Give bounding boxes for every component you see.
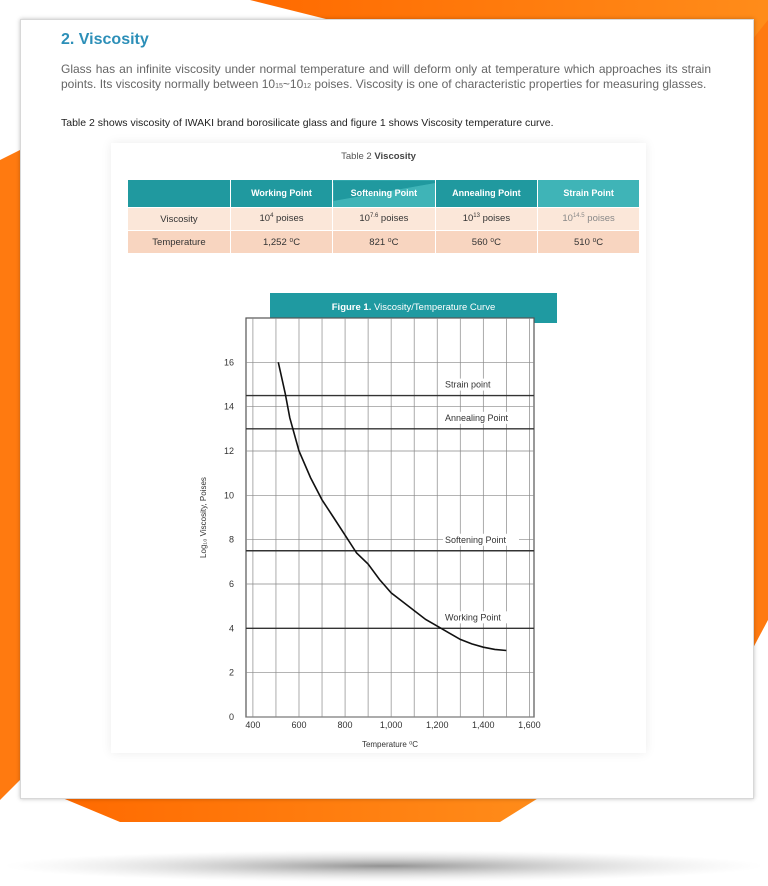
intro-sub-1: 15 <box>275 83 283 90</box>
intro-text-2: ~10 <box>282 77 304 91</box>
table-cell: $10^{14.5}$ poises <box>538 208 640 231</box>
table-header-working: Working Point <box>230 180 332 208</box>
y-tick-label: 12 <box>223 446 234 456</box>
table-cell: $10^{13}$ poises <box>435 208 538 231</box>
reference-label: Working Point <box>445 612 501 623</box>
table-cell: 821 ⁰C <box>333 231 435 254</box>
table-caption-prefix: Table 2 <box>341 151 375 162</box>
section-title: 2. Viscosity <box>61 31 149 48</box>
x-tick-label: 600 <box>291 720 307 730</box>
intro-text-1: Glass has an infinite viscosity under normal temperature and will deform only at temperature which approaches its strain points. Its viscosity normally between 10 <box>61 62 711 91</box>
x-tick-label: 1,000 <box>379 720 403 730</box>
y-tick-label: 6 <box>228 579 234 589</box>
y-tick-label: 8 <box>228 534 234 545</box>
figure-caption-text: Viscosity/Temperature Curve <box>371 302 496 313</box>
table-cell: 1,252 ⁰C <box>230 231 332 254</box>
table-cell: $10^4$ poises <box>230 208 332 231</box>
table-cell: 510 ⁰C <box>538 231 640 254</box>
x-axis-label: Temperature ⁰C <box>361 740 419 749</box>
reference-label: Strain point <box>445 379 491 390</box>
x-tick-label: 1,400 <box>472 720 495 730</box>
figure-caption-bold: Figure 1. <box>331 302 372 313</box>
plot-frame <box>246 318 534 717</box>
lead-sentence: Table 2 shows viscosity of IWAKI brand borosilicate glass and figure 1 shows Viscosity temperature curve. <box>61 117 554 129</box>
orange-ribbon-right <box>752 20 768 650</box>
y-tick-label: 0 <box>228 712 234 722</box>
table-header-annealing: Annealing Point <box>435 180 538 208</box>
reference-label: Annealing Point <box>445 412 509 423</box>
x-tick-label: 1,600 <box>518 720 541 730</box>
table-cell: $10^{7.6}$ poises <box>333 208 435 231</box>
intro-paragraph <box>61 62 711 94</box>
row-label: Temperature <box>128 231 231 254</box>
table-header-softening: Softening Point <box>333 180 435 208</box>
intro-text-3: poises. Viscosity is one of characteristic properties for measuring glasses. <box>311 77 707 91</box>
table-caption-bold: Viscosity <box>374 151 416 162</box>
orange-ribbon-bottom <box>60 797 540 822</box>
y-tick-label: 16 <box>223 357 234 368</box>
y-tick-label: 4 <box>228 623 234 634</box>
y-axis-label: Log₁₀ Viscosity, Poises <box>199 477 208 558</box>
y-tick-label: 10 <box>223 490 234 501</box>
table-cell: 560 ⁰C <box>435 231 538 254</box>
x-tick-label: 800 <box>337 720 353 730</box>
reference-label: Softening Point <box>445 534 507 545</box>
y-tick-label: 14 <box>223 401 234 412</box>
y-tick-label: 2 <box>228 667 234 678</box>
x-tick-label: 400 <box>245 720 261 730</box>
viscosity-chart <box>110 142 670 782</box>
row-label: Viscosity <box>128 208 231 231</box>
table-header-strain: Strain Point <box>538 180 640 208</box>
intro-sub-2: 12 <box>303 83 312 90</box>
x-tick-label: 1,200 <box>425 720 449 730</box>
orange-ribbon-left <box>0 150 20 800</box>
drop-shadow <box>4 850 764 882</box>
